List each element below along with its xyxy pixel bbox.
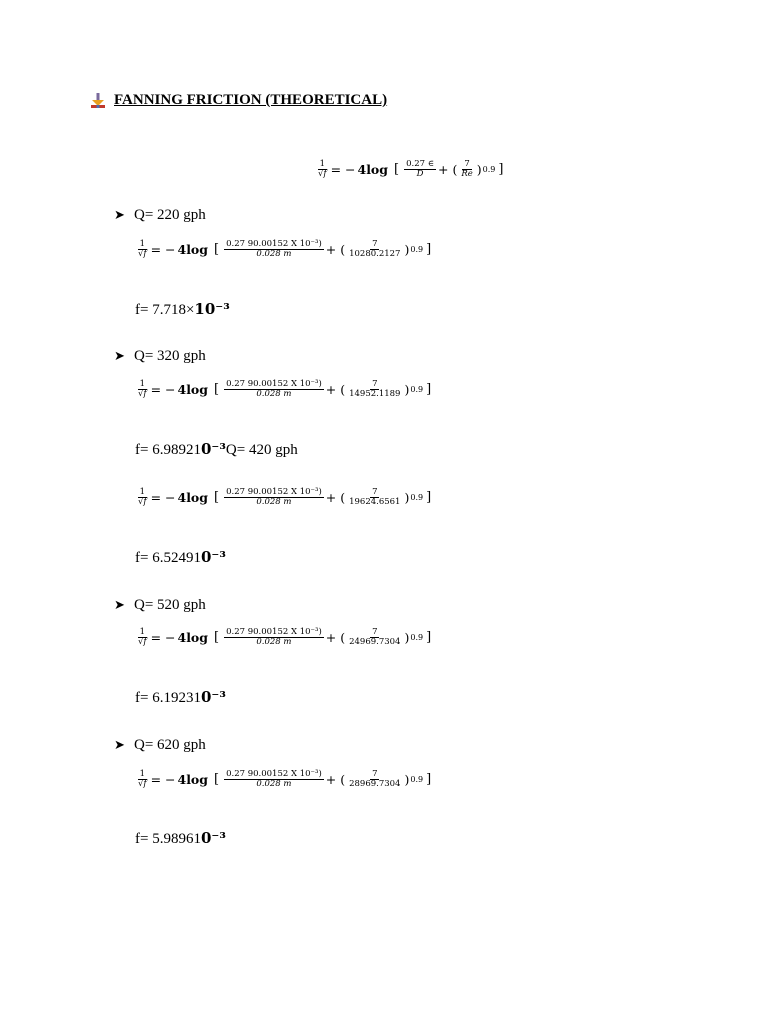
- flow-rate-item: ➤ Q= 520 gph: [114, 597, 206, 613]
- heading-text: FANNING FRICTION (THEORETICAL): [114, 92, 388, 108]
- arrow-bullet-icon: ➤: [114, 349, 125, 364]
- flow-rate-item: ➤ Q= 320 gph: [114, 348, 206, 364]
- pin-arrow-icon: [90, 93, 106, 109]
- flow-rate-item: ➤ Q= 620 gph: [114, 737, 206, 753]
- arrow-bullet-icon: ➤: [114, 738, 125, 753]
- arrow-bullet-icon: ➤: [114, 598, 125, 613]
- friction-result: f= 7.718×10⁻³: [135, 300, 230, 318]
- general-equation: $\frac{1}{√f}$ = − 4log [ $\frac{0.27 \in}{D}$ + ( $\frac{7}{Re}$ ) 0.9 ]: [318, 159, 504, 179]
- friction-result: f= 6.192310⁻³: [135, 688, 226, 706]
- friction-equation: $\frac{1}{√f}$ = − 4log [ $\frac{\text{0.27 90.00152 X 10⁻³)}}{0.028 m}$ + ( $\frac{7}{14952.1189}$ ) 0.9 ]: [138, 379, 432, 399]
- friction-equation: $\frac{1}{√f}$ = − 4log [ $\frac{\text{0.27 90.00152 X 10⁻³)}}{0.028 m}$ + ( $\frac{7}{10280.2127}$ ) 0.9 ]: [138, 239, 432, 259]
- roughness-fraction: $\frac{0.27 \in}{D}$: [406, 159, 435, 179]
- reynolds-fraction: $\frac{7}{Re}$: [461, 159, 473, 179]
- friction-result: f= 6.524910⁻³: [135, 548, 226, 566]
- friction-result: f= 5.989610⁻³: [135, 829, 226, 847]
- friction-result: f= 6.989210⁻³Q= 420 gph: [135, 440, 298, 458]
- section-heading: [90, 92, 387, 109]
- friction-equation: $\frac{1}{√f}$ = − 4log [ $\frac{\text{0.27 90.00152 X 10⁻³)}}{0.028 m}$ + ( $\frac{7}{19624.6561}$ ) 0.9 ]: [138, 487, 432, 507]
- flow-rate-item: ➤ Q= 220 gph: [114, 207, 206, 223]
- lhs-fraction: $\frac{1}{√f}$: [318, 159, 327, 179]
- friction-equation: $\frac{1}{√f}$ = − 4log [ $\frac{\text{0.27 90.00152 X 10⁻³)}}{0.028 m}$ + ( $\frac{7}{28969.7304}$ ) 0.9 ]: [138, 769, 432, 789]
- arrow-bullet-icon: ➤: [114, 208, 125, 223]
- friction-equation: $\frac{1}{√f}$ = − 4log [ $\frac{\text{0.27 90.00152 X 10⁻³)}}{0.028 m}$ + ( $\frac{7}{24969.7304}$ ) 0.9 ]: [138, 627, 432, 647]
